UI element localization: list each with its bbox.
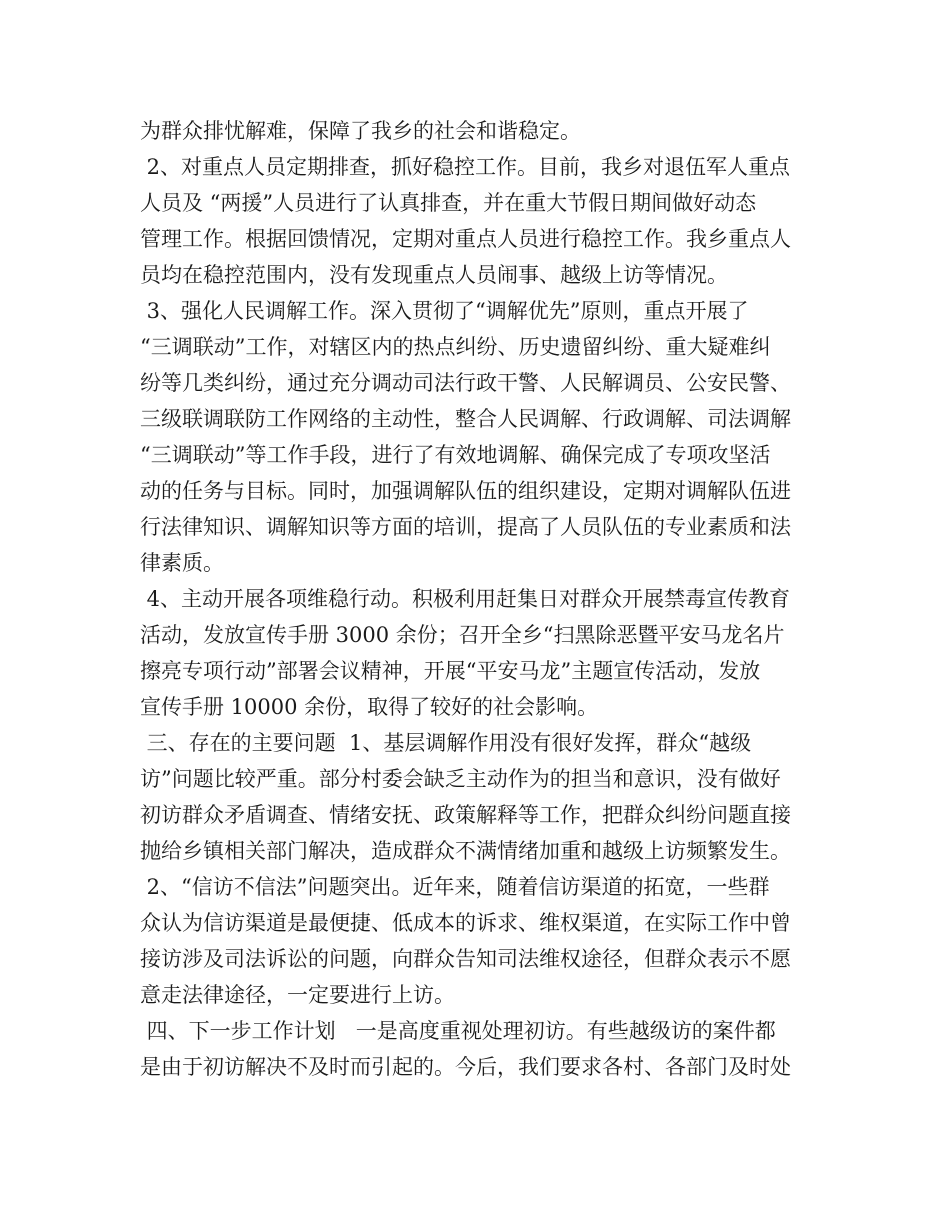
text-line: 3、强化人民调解工作。深入贯彻了“调解优先”原则，重点开展了 <box>140 299 749 323</box>
text-line: 管理工作。根据回馈情况，定期对重点人员进行稳控工作。我乡重点人 <box>140 227 791 251</box>
text-line: 众认为信访渠道是最便捷、低成本的诉求、维权渠道，在实际工作中曾 <box>140 911 791 935</box>
text-line: 抛给乡镇相关部门解决，造成群众不满情绪加重和越级上访频繁发生。 <box>140 839 791 863</box>
text-line: 纷等几类纠纷，通过充分调动司法行政干警、人民解调员、公安民警、 <box>140 371 791 395</box>
text-line: 三级联调联防工作网络的主动性，整合人民调解、行政调解、司法调解 <box>140 407 791 431</box>
body-text <box>140 113 820 1085</box>
text-line: 活动，发放宣传手册 3000 余份；召开全乡“扫黑除恶暨平安马龙名片 <box>140 623 785 647</box>
text-line: 行法律知识、调解知识等方面的培训，提高了人员队伍的专业素质和法 <box>140 515 791 539</box>
text-line: 意走法律途径，一定要进行上访。 <box>140 983 455 1007</box>
text-line: 宣传手册 10000 余份，取得了较好的社会影响。 <box>140 695 599 719</box>
text-line: 接访涉及司法诉讼的问题，向群众告知司法维权途径，但群众表示不愿 <box>140 947 791 971</box>
text-line: 2、对重点人员定期排查，抓好稳控工作。目前，我乡对退伍军人重点 <box>140 155 791 179</box>
text-line: 动的任务与目标。同时，加强调解队伍的组织建设，定期对调解队伍进 <box>140 479 791 503</box>
text-line: 擦亮专项行动”部署会议精神，开展“平安马龙”主题宣传活动，发放 <box>140 659 761 683</box>
text-line: 是由于初访解决不及时而引起的。今后，我们要求各村、各部门及时处 <box>140 1055 791 1079</box>
text-line: “三调联动”工作，对辖区内的热点纠纷、历史遗留纠纷、重大疑难纠 <box>140 335 771 359</box>
text-line: 初访群众矛盾调查、情绪安抚、政策解释等工作，把群众纠纷问题直接 <box>140 803 791 827</box>
text-line: 律素质。 <box>140 551 224 575</box>
text-line: 为群众排忧解难，保障了我乡的社会和谐稳定。 <box>140 119 581 143</box>
text-line: 2、“信访不信法”问题突出。近年来，随着信访渠道的拓宽，一些群 <box>140 875 770 899</box>
text-line: 访”问题比较严重。部分村委会缺乏主动作为的担当和意识，没有做好 <box>140 767 781 791</box>
text-line: 4、主动开展各项维稳行动。积极利用赶集日对群众开展禁毒宣传教育 <box>140 587 791 611</box>
text-line: 四、下一步工作计划 一是高度重视处理初访。有些越级访的案件都 <box>140 1019 776 1043</box>
text-line: 人员及 “两援”人员进行了认真排查，并在重大节假日期间做好动态 <box>140 191 757 215</box>
text-line: 三、存在的主要问题 1、基层调解作用没有很好发挥，群众“越级 <box>140 731 752 755</box>
text-line: 员均在稳控范围内，没有发现重点人员闹事、越级上访等情况。 <box>140 263 728 287</box>
text-line: “三调联动”等工作手段，进行了有效地调解、确保完成了专项攻坚活 <box>140 443 771 467</box>
